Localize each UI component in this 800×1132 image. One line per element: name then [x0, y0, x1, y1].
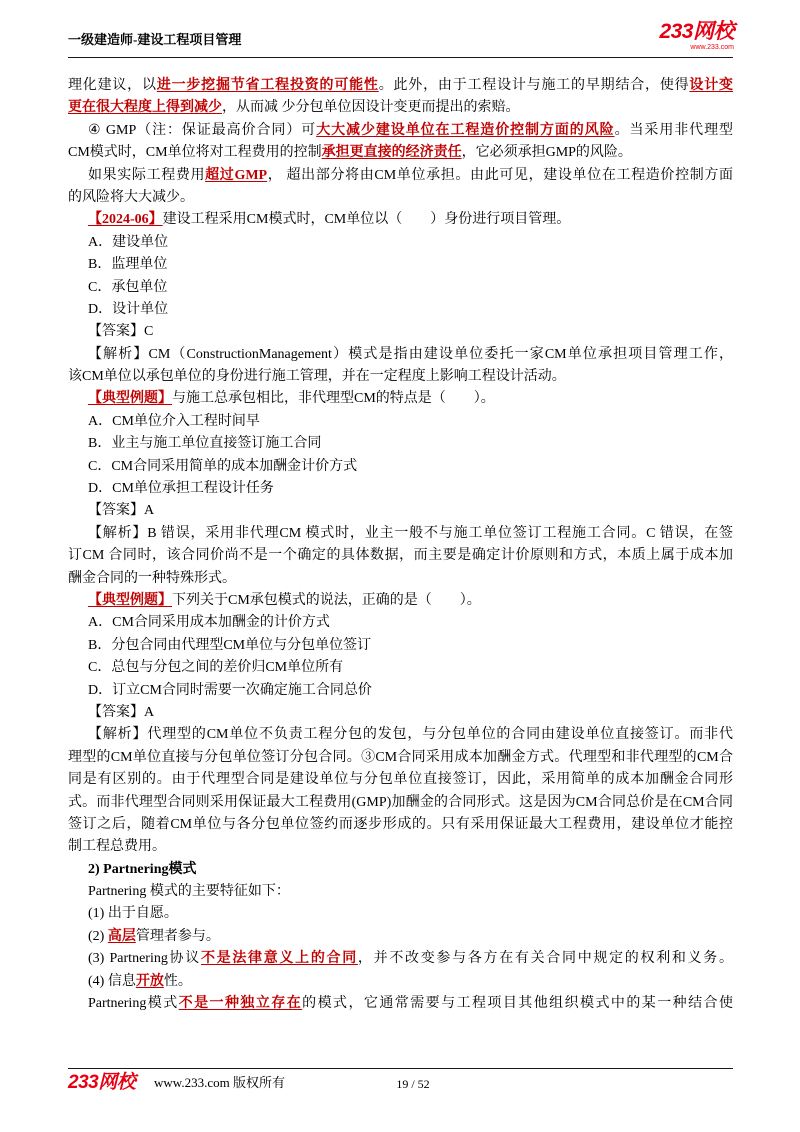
- question-year-tag: 【2024-06】: [88, 212, 163, 228]
- question-text: 建设工程采用CM模式时，CM单位以（ ）身份进行项目管理。: [162, 212, 571, 228]
- gmp-paragraph: [68, 120, 733, 210]
- key-point-highlight: 大大减少建设单位在工程造价控制方面的风险: [316, 122, 615, 138]
- option-a: A．CM合同采用成本加酬金的计价方式: [88, 615, 330, 631]
- brand-logo: [659, 20, 734, 52]
- text-line: [68, 993, 733, 1015]
- feature-item: [68, 903, 733, 925]
- text-line: [68, 120, 733, 142]
- question-stem: [68, 209, 733, 231]
- analysis-label: 【解析】: [88, 525, 148, 541]
- text-segment: (1) 出于自愿。: [88, 906, 178, 922]
- text-segment: Partnering模式: [88, 996, 179, 1012]
- analysis-line: 酬金合同的一种特殊形式。: [68, 570, 236, 586]
- answer-value: A: [144, 704, 155, 720]
- answer-label: 【答案】: [88, 704, 144, 720]
- analysis-line: 同是有区别的。由于代理型合同是建设单位与分包单位直接签订，因此，采用简单的成本加酬金合同形: [68, 772, 733, 788]
- option-a: A．建设单位: [88, 234, 169, 250]
- analysis-label: 【解析】: [88, 727, 148, 743]
- text-line: [68, 187, 733, 209]
- section-heading: 2) Partnering模式: [88, 861, 197, 877]
- analysis-line: 订CM 合同时，该合同价尚不是一个确定的具体数据，而主要是确定计价原则和方式，本质上属于成本加: [68, 548, 733, 564]
- features-intro: Partnering 模式的主要特征如下：: [88, 884, 290, 900]
- footer-logo: 233网校: [68, 1072, 136, 1093]
- question-text: 与施工总承包相比，非代理型CM的特点是（ ）。: [172, 391, 495, 407]
- option-c: C．承包单位: [88, 279, 168, 295]
- analysis-line: [68, 344, 733, 366]
- text-segment: 。此外，由于工程设计与施工的早期结合，使得: [378, 78, 690, 93]
- text-segment: (3) Partnering协议: [88, 951, 201, 967]
- text-segment: (4) 信息: [88, 973, 136, 989]
- text-segment: 管理者参与。: [135, 928, 220, 944]
- text-segment: ④ GMP（注：保证最高价合同）可: [88, 122, 317, 138]
- text-segment: 理化建议，以: [68, 78, 157, 93]
- answer-value: A: [144, 503, 155, 519]
- text-segment: 性。: [163, 973, 192, 989]
- key-point-highlight: 进一步挖掘节省工程投资的可能性: [156, 78, 379, 93]
- analysis-line: [68, 724, 733, 746]
- key-point-highlight: 承担更直接的经济责任: [321, 145, 462, 161]
- question-2024: [68, 209, 733, 388]
- page-number: 19 / 52: [396, 1077, 430, 1091]
- key-point-highlight: 设计变: [689, 78, 733, 93]
- answer-label: 【答案】: [88, 503, 144, 519]
- text-line: [68, 165, 733, 187]
- logo-site: www.233.com: [690, 44, 734, 51]
- feature-item: [68, 948, 733, 970]
- example-question-2: [68, 590, 733, 859]
- answer-line: [68, 702, 733, 724]
- text-line: [68, 142, 733, 164]
- option-b: B．业主与施工单位直接签订施工合同: [88, 436, 322, 452]
- analysis-text: B 错误，采用非代理CM 模式时，业主一般不与施工单位签订工程施工合同。C 错误，在签: [147, 525, 733, 541]
- text-segment: 的模式，它通常需要与工程项目其他组织模式中的某一种结合使: [302, 996, 733, 1012]
- answer-value: C: [144, 324, 154, 340]
- analysis-line: 理型的CM单位直接与分包单位签订分包合同。③CM合同采用成本加酬金方式。代理型和非代理型的CM合: [68, 749, 733, 765]
- question-stem: [68, 590, 733, 612]
- feature-item: [68, 971, 733, 993]
- option-a: A．CM单位介入工程时间早: [88, 413, 260, 429]
- text-line: [68, 75, 733, 97]
- analysis-line: 该CM单位以承包单位的身份进行施工管理，并在一定程度上影响工程设计活动。: [68, 369, 566, 385]
- key-point-highlight: 不是一种独立存在: [178, 996, 303, 1012]
- option-d: D．CM单位承担工程设计任务: [88, 481, 274, 497]
- text-segment: ，它必须承担GMP的风险。: [461, 145, 632, 161]
- doc-title: 一级建造师-建设工程项目管理: [68, 32, 242, 47]
- analysis-text: 代理型的CM单位不负责工程分包的发包，与分包单位的合同由建设单位直接签订。而非代: [147, 727, 733, 743]
- text-line: [68, 97, 733, 119]
- copyright-notice: www.233.com 版权所有: [154, 1075, 285, 1090]
- option-d: D．订立CM合同时需要一次确定施工合同总价: [88, 682, 372, 698]
- option-b: B．分包合同由代理型CM单位与分包单位签订: [88, 637, 372, 653]
- answer-line: [68, 321, 733, 343]
- answer-line: [68, 500, 733, 522]
- text-segment: 的风险将大大减少。: [68, 189, 194, 205]
- analysis-line: 式。而非代理型合同则采用保证最大工程费用(GMP)加酬金的合同形式。这是因为CM合同总价是在CM合同: [68, 794, 733, 810]
- footer-divider: [68, 1068, 733, 1069]
- key-point-highlight: 更在很大程度上得到减少: [68, 100, 222, 116]
- analysis-line: [68, 523, 733, 545]
- question-text: 下列关于CM承包模式的说法，正确的是（ ）。: [172, 592, 481, 608]
- text-segment: ， 超出部分将由CM单位承担。由此可见，建设单位在工程造价控制方面: [267, 167, 733, 183]
- option-b: B．监理单位: [88, 257, 168, 273]
- analysis-line: 签订之后，随着CM单位与各分包单位签约而逐步形成的。只有采用保证最大工程费用，建设单位才能控: [68, 816, 733, 832]
- feature-item: [68, 926, 733, 948]
- text-segment: 。当采用非代理型: [614, 122, 733, 138]
- partnering-section: [68, 859, 733, 1016]
- key-point-highlight: 不是法律意义上的合同: [200, 951, 358, 967]
- text-segment: (2): [88, 928, 108, 944]
- analysis-text: CM（ConstructionManagement）模式是指由建设单位委托一家CM单位承担项目管理工作，: [148, 346, 733, 362]
- logo-text: 233网校: [659, 20, 734, 43]
- option-d: D．设计单位: [88, 301, 169, 317]
- example-tag: 【典型例题】: [88, 592, 172, 608]
- analysis-label: 【解析】: [88, 346, 149, 362]
- text-segment: ，并不改变参与各方在有关合同中规定的权利和义务。: [357, 951, 733, 967]
- document-body: [68, 75, 733, 1015]
- example-tag: 【典型例题】: [88, 391, 172, 407]
- header-divider: [68, 57, 733, 58]
- cm-advantages-paragraph: [68, 75, 733, 120]
- text-segment: CM模式时，CM单位将对工程费用的控制: [68, 145, 322, 161]
- text-segment: 如果实际工程费用: [88, 167, 206, 183]
- example-question-1: [68, 388, 733, 590]
- key-point-highlight: 开放: [135, 973, 164, 989]
- key-point-highlight: 超过GMP: [205, 167, 268, 183]
- question-stem: [68, 388, 733, 410]
- analysis-line: 制工程总费用。: [68, 839, 166, 855]
- option-c: C．总包与分包之间的差价归CM单位所有: [88, 660, 344, 676]
- key-point-highlight: 高层: [107, 928, 136, 944]
- answer-label: 【答案】: [88, 324, 144, 340]
- text-segment: ，从而减 少分包单位因设计变更而提出的索赔。: [222, 100, 520, 116]
- option-c: C．CM合同采用简单的成本加酬金计价方式: [88, 458, 358, 474]
